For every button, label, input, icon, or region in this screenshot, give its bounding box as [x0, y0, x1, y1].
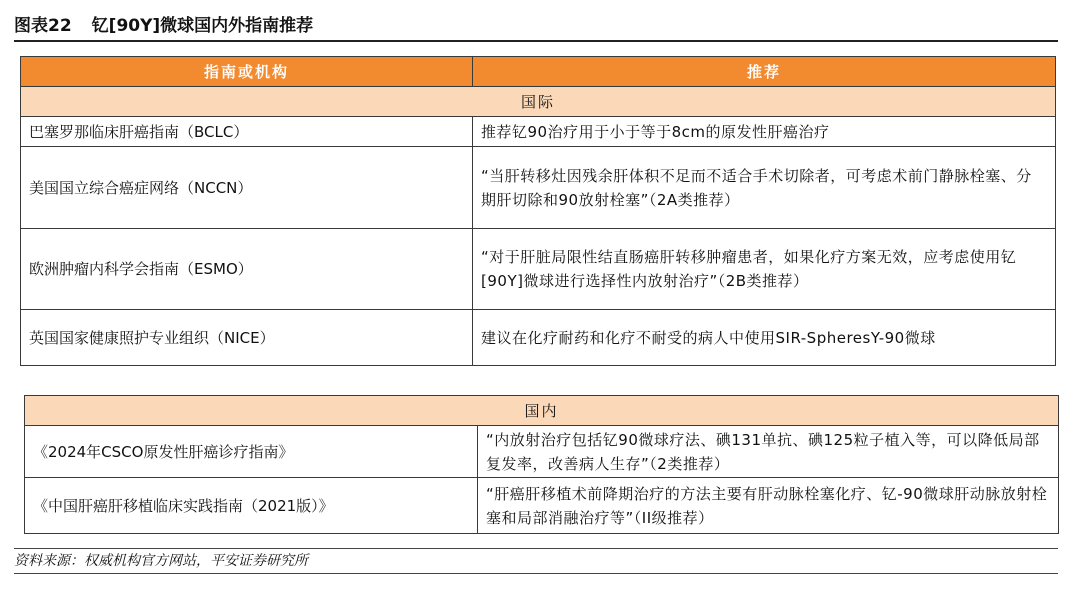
international-guidelines-table — [20, 56, 1056, 366]
recommendation-cell: 推荐钇90治疗用于小于等于8cm的原发性肝癌治疗 — [473, 117, 1056, 147]
recommendation-cell: “当肝转移灶因残余肝体积不足而不适合手术切除者，可考虑术前门静脉栓塞、分期肝切除和90放射栓塞”（2A类推荐） — [473, 147, 1056, 229]
guideline-cell: 《2024年CSCO原发性肝癌诊疗指南》 — [25, 426, 478, 478]
domestic-guidelines-table — [24, 395, 1059, 534]
section-row — [25, 396, 1059, 426]
guideline-cell: 巴塞罗那临床肝癌指南（BCLC） — [21, 117, 473, 147]
recommendation-cell: “对于肝脏局限性结直肠癌肝转移肿瘤患者，如果化疗方案无效，应考虑使用钇[90Y]微球进行选择性内放射治疗”（2B类推荐） — [473, 229, 1056, 310]
recommendation-cell: “肝癌肝移植术前降期治疗的方法主要有肝动脉栓塞化疗、钇-90微球肝动脉放射栓塞和局部消融治疗等”（II级推荐） — [478, 478, 1059, 534]
guideline-cell: 《中国肝癌肝移植临床实践指南（2021版）》 — [25, 478, 478, 534]
figure-number: 图表22 — [14, 16, 72, 36]
table-row — [25, 426, 1059, 478]
header-guideline: 指南或机构 — [21, 57, 473, 87]
section-row — [21, 87, 1056, 117]
table-row — [21, 147, 1056, 229]
table-header-row — [21, 57, 1056, 87]
recommendation-cell: 建议在化疗耐药和化疗不耐受的病人中使用SIR-SpheresY-90微球 — [473, 310, 1056, 366]
header-recommendation: 推荐 — [473, 57, 1056, 87]
guideline-cell: 英国国家健康照护专业组织（NICE） — [21, 310, 473, 366]
guideline-cell: 欧洲肿瘤内科学会指南（ESMO） — [21, 229, 473, 310]
figure-title: 钇[90Y]微球国内外指南推荐 — [91, 16, 314, 36]
table-row — [21, 117, 1056, 147]
table-row — [21, 229, 1056, 310]
section-label-international: 国际 — [21, 87, 1056, 117]
section-label-domestic: 国内 — [25, 396, 1059, 426]
table-row — [25, 478, 1059, 534]
source-note: 资料来源：权威机构官方网站，平安证券研究所 — [14, 548, 1058, 574]
table-row — [21, 310, 1056, 366]
figure-title-bar — [14, 12, 1058, 42]
guideline-cell: 美国国立综合癌症网络（NCCN） — [21, 147, 473, 229]
recommendation-cell: “内放射治疗包括钇90微球疗法、碘131单抗、碘125粒子植入等，可以降低局部复发率，改善病人生存”（2类推荐） — [478, 426, 1059, 478]
